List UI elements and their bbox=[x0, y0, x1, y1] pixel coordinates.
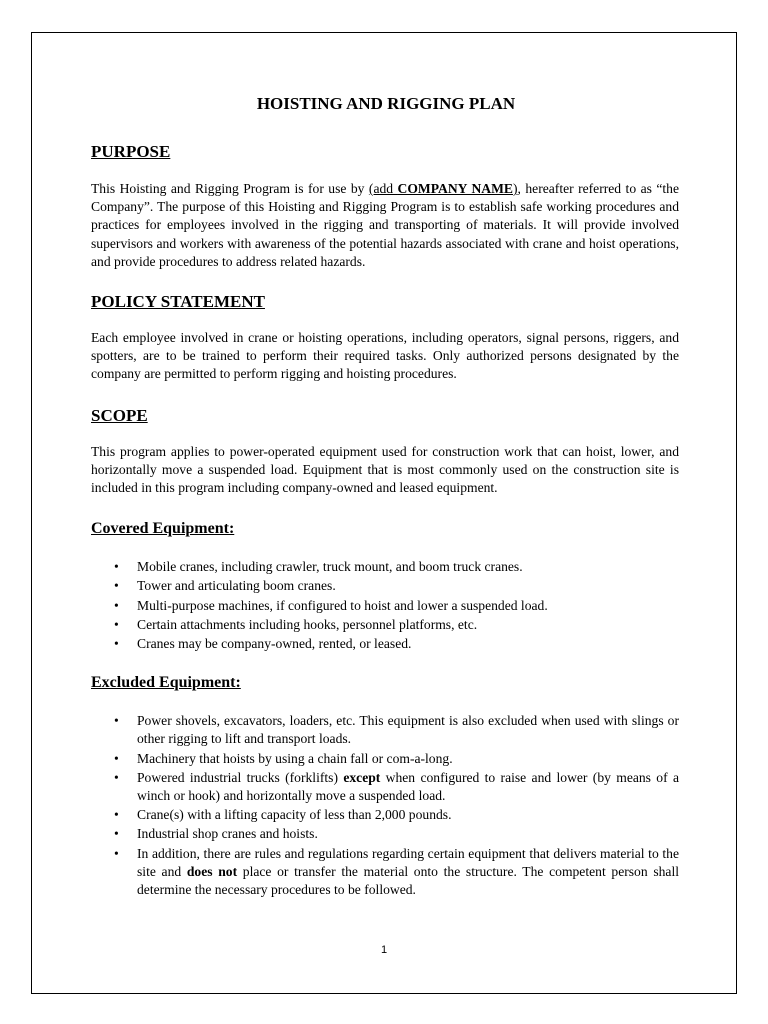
purpose-paragraph bbox=[91, 180, 679, 271]
list-item: • Power shovels, excavators, loaders, etc. This equipment is also excluded when used with slings or other rigging to lift and transport loads. bbox=[91, 712, 679, 748]
list-item: • Multi-purpose machines, if configured to hoist and lower a suspended load. bbox=[91, 597, 679, 615]
purpose-heading: PURPOSE bbox=[91, 142, 171, 161]
list-item: • Cranes may be company-owned, rented, or leased. bbox=[91, 635, 679, 653]
excluded-equipment-heading: Excluded Equipment: bbox=[91, 674, 241, 692]
scope-paragraph: This program applies to power-operated equipment used for construction work that can hoist, lower, and horizontally move a suspended load. Equipment that is most commonly used on the construction site is included in this program including company-owned and leased equipment. bbox=[91, 443, 679, 496]
company-name-placeholder: (add COMPANY NAME) bbox=[368, 181, 518, 196]
list-item: • Machinery that hoists by using a chain fall or com-a-long. bbox=[91, 750, 679, 768]
purpose-text-1: This Hoisting and Rigging Program is for use by bbox=[91, 181, 369, 196]
list-item: • Industrial shop cranes and hoists. bbox=[91, 825, 679, 843]
covered-equipment-list bbox=[91, 558, 679, 653]
policy-heading: POLICY STATEMENT bbox=[91, 292, 265, 312]
list-item: • Tower and articulating boom cranes. bbox=[91, 577, 679, 595]
list-item: • Crane(s) with a lifting capacity of less than 2,000 pounds. bbox=[91, 806, 679, 824]
excluded-equipment-list bbox=[91, 712, 679, 899]
policy-paragraph: Each employee involved in crane or hoisting operations, including operators, signal persons, riggers, and spotters, are to be trained to perform their required tasks. Only authorized persons designated by the company are permitted to perform rigging and hoisting procedures. bbox=[91, 330, 679, 382]
list-item: • Powered industrial trucks (forklifts) except when configured to raise and lower (by means of a winch or hook) and horizontally move a suspended load. bbox=[91, 769, 679, 805]
list-item: • Certain attachments including hooks, personnel platforms, etc. bbox=[91, 616, 679, 634]
purpose-text-2: , hereafter referred to as “the Company”. The purpose of this Hoisting and Rigging Program is to establish safe working procedures and practices for employees involved in the rigging and transporting of materials. It will provide involved supervisors and workers with awareness of the potential hazards associated with crane and hoist operations, and provide procedures to address related hazards. bbox=[91, 181, 679, 269]
covered-equipment-heading: Covered Equipment: bbox=[91, 520, 235, 538]
page-number: 1 bbox=[380, 944, 388, 956]
document-title: HOISTING AND RIGGING PLAN bbox=[256, 94, 516, 113]
document-body bbox=[91, 93, 679, 900]
list-item: • In addition, there are rules and regulations regarding certain equipment that delivers material to the site and does not place or transfer the material onto the structure. The competent person shall determine the necessary procedures to be followed. bbox=[91, 845, 679, 900]
list-item: • Mobile cranes, including crawler, truck mount, and boom truck cranes. bbox=[91, 558, 679, 576]
scope-heading: SCOPE bbox=[91, 405, 148, 425]
